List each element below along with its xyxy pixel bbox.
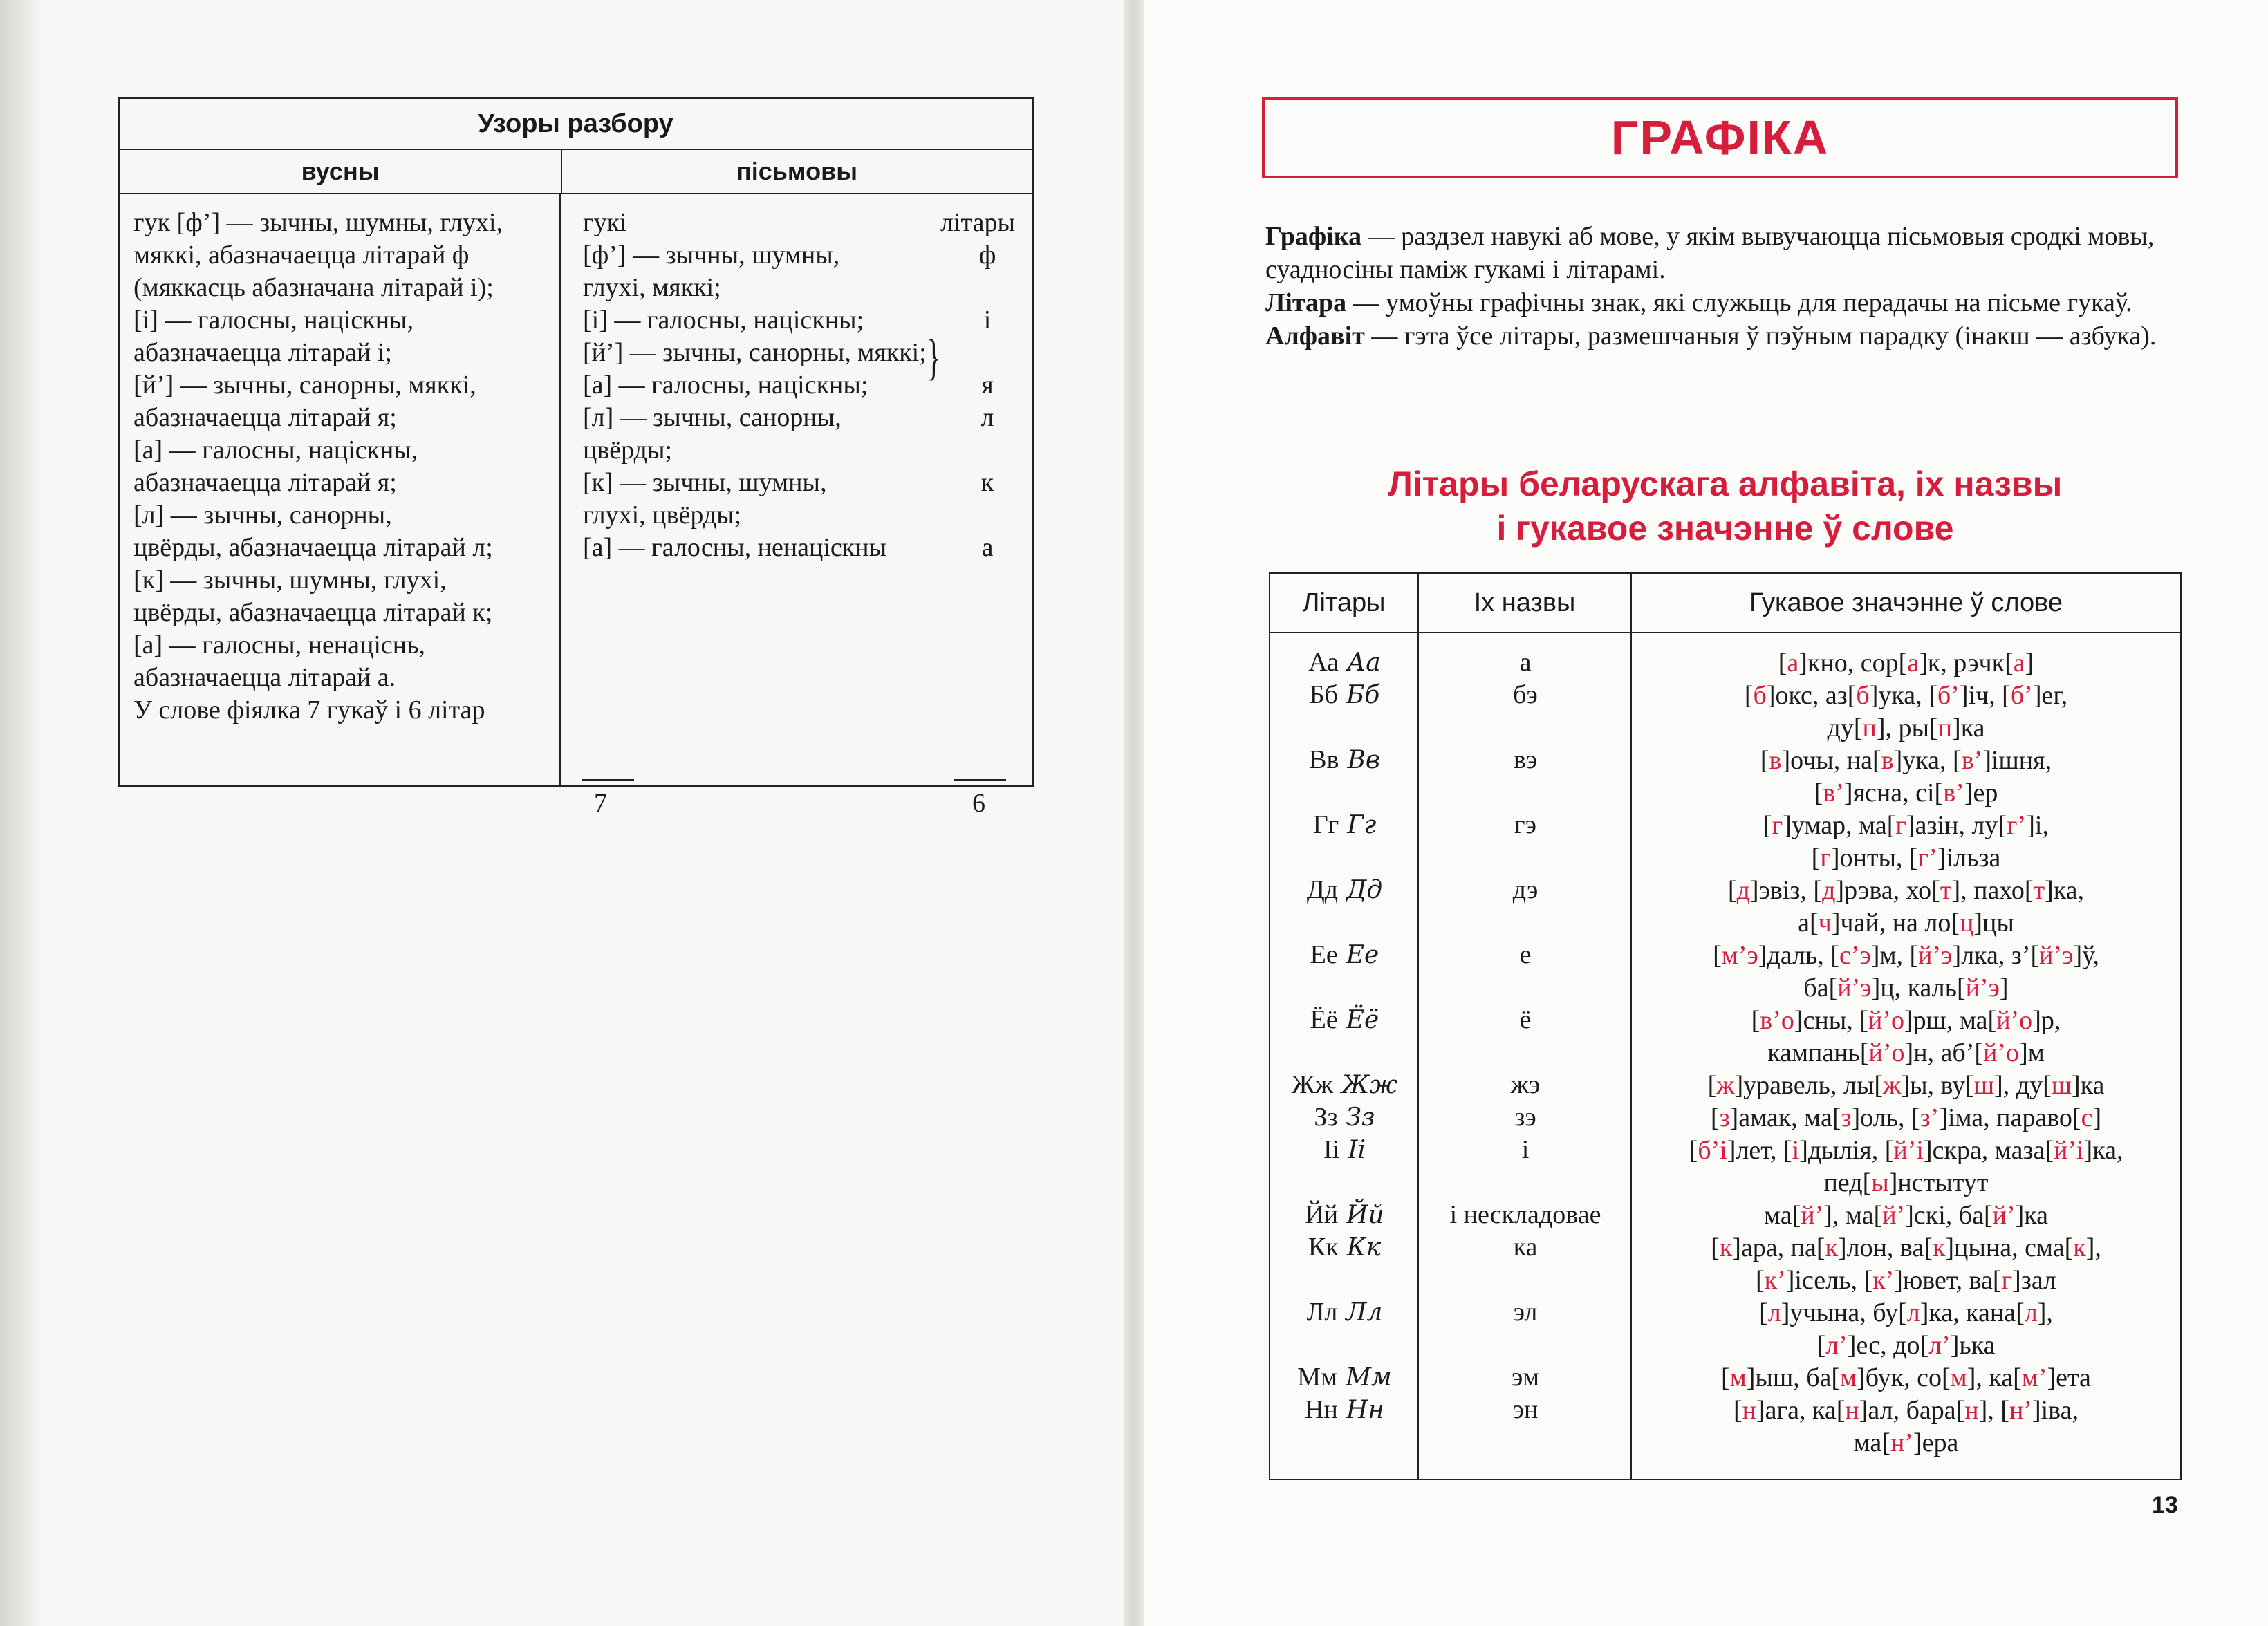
printed-letter: Мм [1297,1363,1338,1392]
script-letter: Лл [1346,1298,1383,1327]
sound-example-line: [з]амак, ма[з]оль, [з’]іма, параво[с] [1710,1103,2102,1132]
sound-example-line: [в’о]сны, [й’о]рш, ма[й’о]р, [1751,1006,2061,1035]
sound-example-line: [м]ыш, ба[м]бук, со[м], ка[м’]ета [1721,1363,2091,1392]
sound-example-line: ма[й’], ма[й’]скі, ба[й’]ка [1763,1201,2049,1230]
written-sound: [ф’] — зычны, шумны, [583,241,840,270]
script-letter: Нн [1346,1396,1384,1424]
printed-letter: Лл [1306,1298,1338,1327]
sound-example-line: ма[н’]ера [1853,1428,1959,1457]
printed-letter: Гг [1312,810,1339,839]
sound-column-header: Гукавое значэнне ў слове [1749,588,2063,617]
parsing-table-header [120,150,1032,194]
written-letter: к [980,468,994,497]
printed-letter: Бб [1309,680,1338,709]
written-row [583,304,1015,337]
printed-letter: Нн [1305,1395,1338,1424]
script-letter: Ёё [1346,1006,1379,1034]
total-sounds: 7 [594,789,607,818]
page-title: ГРАФІКА [1262,97,2178,178]
written-letter: я [981,371,994,400]
letter-cell [1270,1102,1419,1132]
sound-example-line: [ж]уравель, лы[ж]ы, ву[ш], ду[ш]ка [1707,1071,2105,1100]
written-letter: ф [978,241,996,270]
written-row [583,207,1015,239]
page-edge [0,0,41,1626]
letter-cell [1270,1394,1419,1425]
letter-name: эл [1513,1298,1538,1327]
letters-column [1270,633,1419,1480]
written-letter: а [981,533,994,562]
letter-name: бэ [1513,680,1538,709]
parsing-table-body [120,194,1032,818]
definition-letter [1265,286,2185,319]
letter-name: зэ [1514,1103,1536,1132]
subtitle-line: Літары беларускага алфавіта, іх назвы [1388,465,2063,503]
sound-example-line: [г]онты, [г’]ільза [1811,843,2001,872]
written-row [583,272,1015,304]
letter-name: эм [1511,1363,1540,1392]
definition-term: Графіка [1265,222,1362,251]
sound-example-line: [к]ара, па[к]лон, ва[к]цына, сма[к], [1711,1233,2101,1262]
oral-line: абазначаецца літарай я; [133,468,397,497]
written-row [583,369,1015,402]
parsing-table [118,97,1034,818]
definition-alphabet [1265,319,2185,353]
letter-cell [1270,680,1419,710]
alphabet-table [1269,572,2182,1480]
letter-cell [1270,1297,1419,1327]
written-sound: [і] — галосны, націскны; [583,306,864,335]
written-row [583,532,1015,564]
oral-line: [і] — галосны, націскны, [133,306,414,335]
book-gutter [1124,0,1144,1626]
sound-example-line: [л]учына, бу[л]ка, кана[л], [1759,1298,2053,1327]
script-letter: Кк [1346,1233,1382,1262]
written-sound: глухі, мяккі; [583,273,721,302]
oral-line: абазначаецца літарай а. [133,663,396,692]
written-column [561,194,1032,818]
written-sound: [а] — галосны, націскны; [583,371,868,400]
sound-example-line: [г]умар, ма[г]азін, лу[г’]і, [1763,811,2049,840]
letters-column-header: Літары [1270,574,1419,632]
oral-line: гук [ф’] — зычны, шумны, глухі, [133,208,503,237]
written-sound: [к] — зычны, шумны, [583,468,827,497]
letter-cell [1270,1232,1419,1262]
oral-line: абазначаецца літарай я; [133,403,397,432]
letter-name: ка [1513,1233,1538,1262]
sound-column [1632,633,2180,1480]
written-row [583,337,1015,369]
letter-name: а [1519,648,1532,677]
brace-symbol: } [927,330,940,385]
letter-cell [1270,940,1419,970]
script-letter: Ее [1346,941,1379,969]
printed-letter: Аа [1308,648,1339,677]
written-column-header: пісьмовы [736,157,857,185]
printed-letter: Ее [1310,940,1338,969]
written-sound: [л] — зычны, санорны, [583,403,842,432]
written-letter [960,499,1015,532]
script-letter: Жж [1341,1071,1398,1099]
written-sound: гукі [583,208,627,237]
written-letter: л [980,403,994,432]
oral-line: абазначаецца літарай і; [133,338,392,367]
total-letters: 6 [972,789,985,818]
oral-column-header: вусны [120,150,562,193]
letter-name: е [1519,940,1532,969]
oral-line: У слове фіялка 7 гукаў і 6 літар [133,695,485,725]
sound-example-line: [м’э]даль, [с’э]м, [й’э]лка, з’[й’э]ў, [1713,941,2099,970]
written-row [583,467,1015,499]
sound-example-line: [а]кно, сор[а]к, рэчк[а] [1778,648,2034,678]
letter-cell [1270,1069,1419,1100]
script-letter: Йй [1346,1201,1384,1229]
names-column-header: Іх назвы [1419,574,1632,632]
definition-graphics [1265,220,2185,286]
oral-line: (мяккасць абазначана літарай і); [133,273,494,302]
names-column [1419,633,1632,1480]
sound-example-line: [б]окс, аз[б]ука, [б’]іч, [б’]ег, [1744,681,2068,710]
sound-example-line: [в’]ясна, сі[в’]ер [1814,778,1998,807]
written-row [583,499,1015,532]
letter-cell [1270,745,1419,775]
sound-example-line: [д]эвіз, [д]рэва, хо[т], пахо[т]ка, [1727,876,2085,905]
oral-line: [а] — галосны, ненаціснь, [133,630,425,660]
printed-letter: Зз [1314,1103,1338,1132]
definition-text: — гэта ўсе літары, размешчаныя ў пэўным парадку (інакш — азбука). [1364,321,2157,351]
written-letter: літары [940,208,1015,237]
definition-term: Алфавіт [1265,321,1365,351]
definition-text: — раздзел навукі аб мове, у якім вывучаюцца пісьмовыя сродкі мовы, суадносіны паміж гукамі і літарамі. [1265,222,2155,284]
definitions [1265,220,2185,353]
sound-example-line: ба[й’э]ц, каль[й’э] [1803,973,2009,1002]
written-row [583,402,1015,434]
letter-cell [1270,1134,1419,1165]
written-letter: і [983,306,992,335]
subtitle-line: і гукавое значэнне ў слове [1496,509,1954,548]
sound-example-line: [б’і]лет, [і]дылія, [й’і]скра, маза[й’і]ка, [1689,1136,2123,1165]
oral-line: [й’] — зычны, санорны, мяккі, [133,371,476,400]
parsing-table-title: Узоры разбору [120,99,1032,150]
page-number: 13 [2152,1492,2178,1518]
definition-term: Літара [1265,288,1347,317]
written-row [583,239,1015,272]
script-letter: Зз [1346,1103,1375,1132]
oral-line: [к] — зычны, шумны, глухі, [133,566,447,595]
script-letter: Мм [1346,1363,1392,1392]
oral-line: цвёрды, абазначаецца літарай к; [133,598,493,627]
script-letter: Вв [1347,746,1380,774]
written-sound: [й’] — зычны, санорны, мяккі; [583,338,927,367]
total-line-sounds [582,779,634,781]
sound-example-line: кампань[й’о]н, аб’[й’о]м [1767,1038,2045,1067]
total-line-letters [954,779,1006,781]
printed-letter: Жж [1291,1070,1333,1099]
oral-line: цвёрды, абазначаецца літарай л; [133,533,493,562]
sound-example-line: [л’]ес, до[л’]ька [1816,1331,1996,1360]
alphabet-table-body [1270,633,2180,1480]
letter-name: ё [1519,1005,1532,1034]
printed-letter: Іі [1323,1135,1340,1164]
oral-line: [а] — галосны, націскны, [133,436,418,465]
letter-name: эн [1512,1395,1539,1424]
written-letter [960,272,1015,304]
letter-name: гэ [1514,810,1536,839]
letter-name: і [1521,1135,1530,1164]
letter-cell [1270,810,1419,840]
oral-line: мяккі, абазначаецца літарай ф [133,241,470,270]
written-sound: [а] — галосны, ненаціскны [583,533,887,562]
letter-name: вэ [1513,745,1538,774]
letter-name: дэ [1512,875,1539,904]
sound-example-line: [н]ага, ка[н]ал, бара[н], [н’]іва, [1733,1396,2079,1425]
written-sound: глухі, цвёрды; [583,501,742,530]
printed-letter: Вв [1309,745,1339,774]
printed-letter: Ёё [1310,1005,1338,1034]
letter-cell [1270,1362,1419,1392]
sound-example-line: [к’]ісель, [к’]ювет, ва[г]зал [1755,1266,2057,1295]
script-letter: Дд [1346,876,1383,904]
sound-example-line: а[ч]чай, на ло[ц]цы [1798,908,2014,937]
script-letter: Аа [1347,648,1381,677]
definition-text: — умоўны графічны знак, які служыць для перадачы на пісьме гукаў. [1346,288,2132,317]
letter-cell [1270,647,1419,678]
script-letter: Гг [1347,811,1377,839]
printed-letter: Дд [1306,875,1339,904]
section-subtitle [1265,462,2185,550]
script-letter: Іі [1348,1136,1366,1164]
letter-name: жэ [1510,1070,1541,1099]
letter-name: і нескладовае [1449,1200,1601,1229]
letter-cell [1270,1004,1419,1035]
printed-letter: Кк [1308,1233,1339,1262]
alphabet-table-header [1270,574,2180,633]
sound-example-line: ду[п], ры[п]ка [1827,713,1985,742]
printed-letter: Йй [1305,1200,1339,1229]
oral-column [120,194,561,787]
letter-cell [1270,875,1419,905]
sound-example-line: пед[ы]нстытут [1823,1168,1989,1197]
script-letter: Бб [1346,681,1380,709]
sound-example-line: [в]очы, на[в]ука, [в’]ішня, [1760,746,2052,775]
letter-cell [1270,1199,1419,1230]
oral-line: [л] — зычны, санорны, [133,501,392,530]
written-letter [960,337,1015,369]
written-letter [960,434,1015,467]
written-sound: цвёрды; [583,436,673,465]
written-row [583,434,1015,467]
